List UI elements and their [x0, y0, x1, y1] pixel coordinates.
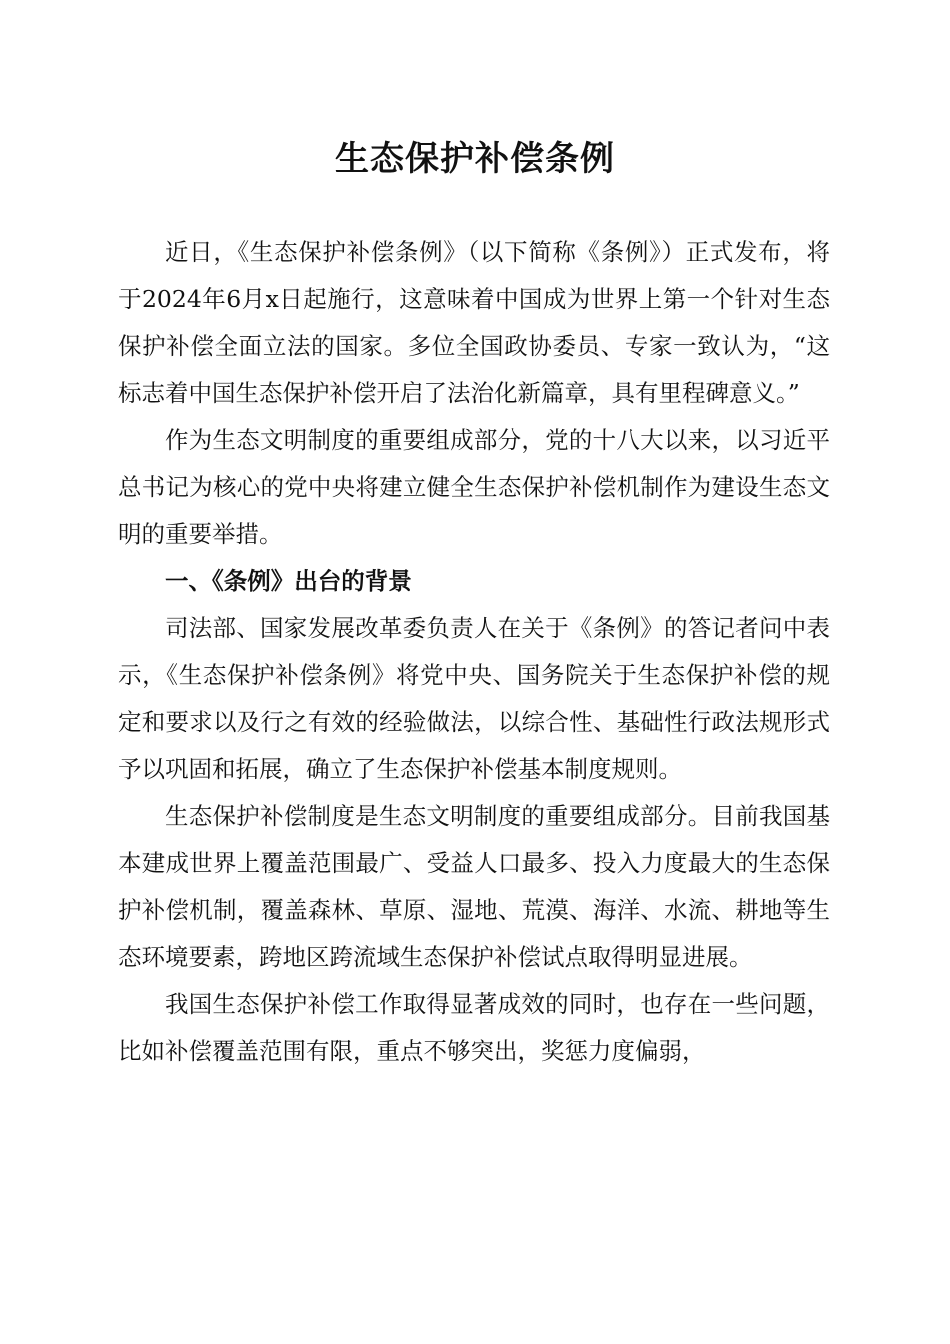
paragraph-context: 作为生态文明制度的重要组成部分，党的十八大以来，以习近平总书记为核心的党中央将建立健全生态保护补偿机制作为建设生态文明的重要举措。 [118, 426, 830, 548]
document-title: 生态保护补偿条例 [335, 139, 615, 179]
paragraph-section-1: 司法部、国家发展改革委负责人在关于《条例》的答记者问中表示，《生态保护补偿条例》将党中央、国务院关于生态保护补偿的规定和要求以及行之有效的经验做法，以综合性、基础性行政法规形式予以巩固和拓展，确立了生态保护补偿基本制度规则。 [118, 614, 830, 783]
section-heading: 一、《条例》出台的背景 [165, 567, 412, 595]
document-body [118, 229, 830, 1075]
paragraph-intro: 近日，《生态保护补偿条例》（以下简称《条例》）正式发布，将于2024年6月x日起施行，这意味着中国成为世界上第一个针对生态保护补偿全面立法的国家。多位全国政协委员、专家一致认为，“这标志着中国生态保护补偿开启了法治化新篇章，具有里程碑意义。” [118, 238, 830, 407]
paragraph-section-2: 生态保护补偿制度是生态文明制度的重要组成部分。目前我国基本建成世界上覆盖范围最广、受益人口最多、投入力度最大的生态保护补偿机制，覆盖森林、草原、湿地、荒漠、海洋、水流、耕地等生态环境要素，跨地区跨流域生态保护补偿试点取得明显进展。 [118, 802, 830, 971]
paragraph-section-3: 我国生态保护补偿工作取得显著成效的同时，也存在一些问题，比如补偿覆盖范围有限，重点不够突出，奖惩力度偏弱， [118, 990, 830, 1065]
